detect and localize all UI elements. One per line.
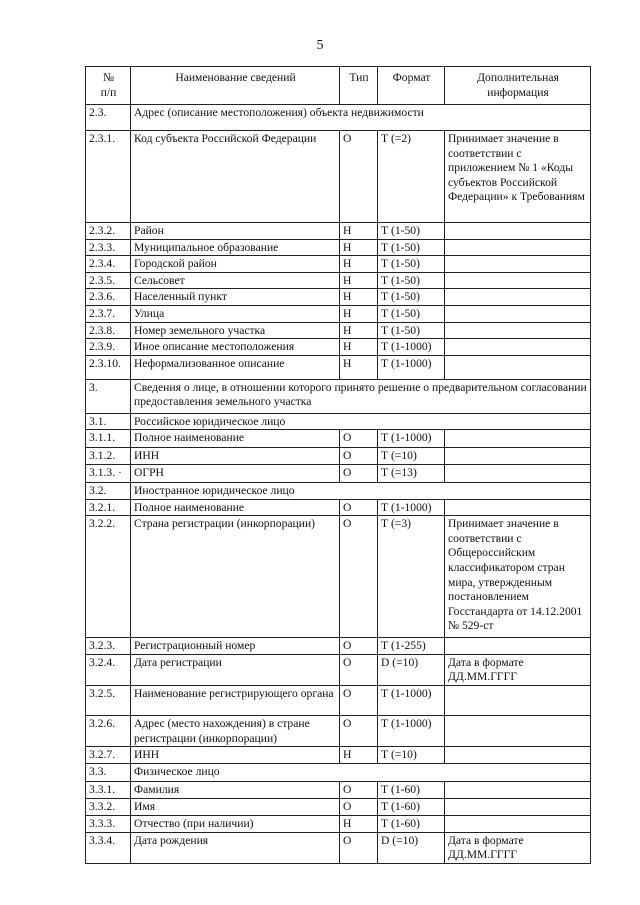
section-row [86,105,591,131]
field-type: Н [340,289,378,306]
field-info [445,305,591,322]
row-number: 3.2.5. [86,685,131,715]
row-number: 3.3.1. [86,781,131,798]
field-format: Т (1-50) [378,239,445,256]
table-row [86,272,591,289]
section-title: Адрес (описание местоположения) объекта недвижимости [131,105,591,131]
table-row [86,499,591,516]
field-type: О [340,715,378,746]
row-number: 2.3.1. [86,131,131,223]
field-name: Отчество (при наличии) [131,815,340,832]
section-row [86,379,591,413]
field-type: Н [340,747,378,764]
field-info [445,715,591,746]
table-row [86,464,591,482]
header-type: Тип [340,67,378,105]
field-info: Дата в формате ДД.ММ.ГГГГ [445,654,591,685]
field-type: Н [340,305,378,322]
field-type: О [340,131,378,223]
field-name: Городской район [131,256,340,273]
table-row [86,131,591,223]
field-info [445,638,591,655]
field-info [445,272,591,289]
field-format: Т (1-50) [378,223,445,240]
field-name: Дата рождения [131,832,340,863]
table-row [86,747,591,764]
field-type: О [340,464,378,482]
field-name: ИНН [131,747,340,764]
table-row [86,798,591,815]
row-number: 2.3.2. [86,223,131,240]
table-header-row [86,67,591,105]
field-format: Т (1-1000) [378,499,445,516]
field-info [445,815,591,832]
field-type: Н [340,355,378,379]
field-format: Т (1-50) [378,272,445,289]
row-number: 3.2.6. [86,715,131,746]
row-number: 3.1.2. [86,448,131,465]
field-format: Т (1-50) [378,289,445,306]
field-info [445,464,591,482]
field-format: D (=10) [378,832,445,863]
field-format: Т (1-50) [378,256,445,273]
table-row [86,654,591,685]
field-type: О [340,654,378,685]
row-number: 3.2.7. [86,747,131,764]
field-type: Н [340,339,378,356]
field-format: Т (1-60) [378,815,445,832]
row-number: 2.3.3. [86,239,131,256]
header-number: № п/п [86,67,131,105]
table-row [86,355,591,379]
field-name: Номер земельного участка [131,322,340,339]
field-type: Н [340,322,378,339]
page-number: 5 [316,38,324,53]
row-number: 3.3.4. [86,832,131,863]
field-info [445,430,591,448]
field-info [445,223,591,240]
section-title: Сведения о лице, в отношении которого принято решение о предварительном согласовании предоставления земельного участка [131,379,591,413]
field-type: О [340,781,378,798]
field-info [445,781,591,798]
field-type: Н [340,256,378,273]
table-row [86,322,591,339]
field-type: О [340,638,378,655]
field-name: ОГРН [131,464,340,482]
field-type: Н [340,223,378,240]
row-number: 3.1.1. [86,430,131,448]
table-row [86,223,591,240]
header-name: Наименование сведений [131,67,340,105]
row-number: 3. [86,379,131,413]
field-info [445,239,591,256]
row-number: 3.1. [86,413,131,430]
field-info [445,747,591,764]
table-row [86,256,591,273]
row-number: 3.2. [86,482,131,499]
field-type: О [340,448,378,465]
table-row [86,715,591,746]
table-row [86,685,591,715]
table-body [86,105,591,864]
table-row [86,239,591,256]
table-row [86,430,591,448]
field-name: Код субъекта Российской Федерации [131,131,340,223]
row-number: 2.3.9. [86,339,131,356]
row-number: 2.3.10. [86,355,131,379]
field-format: Т (1-1000) [378,430,445,448]
table-row [86,516,591,638]
field-name: Наименование регистрирующего органа [131,685,340,715]
field-name: Фамилия [131,781,340,798]
field-format: Т (=3) [378,516,445,638]
row-number: 3.2.4. [86,654,131,685]
field-type: Н [340,815,378,832]
field-info [445,499,591,516]
field-format: Т (=10) [378,747,445,764]
section-row [86,482,591,499]
field-name: Иное описание местоположения [131,339,340,356]
field-format: Т (1-60) [378,798,445,815]
header-info: Дополнительная информация [445,67,591,105]
row-number: 3.2.3. [86,638,131,655]
row-number: 3.3.3. [86,815,131,832]
table-row [86,339,591,356]
field-format: Т (1-50) [378,322,445,339]
field-name: Страна регистрации (инкорпорации) [131,516,340,638]
field-name: Сельсовет [131,272,340,289]
row-number: 2.3.4. [86,256,131,273]
field-info [445,448,591,465]
field-type: О [340,832,378,863]
table-row [86,305,591,322]
field-format: Т (=10) [378,448,445,465]
field-name: Улица [131,305,340,322]
field-info: Принимает значение в соответствии с Общероссийским классификатором стран мира, утвержденным постановлением Госстандарта от 14.12.2001 № 529-ст [445,516,591,638]
row-number: 2.3.5. [86,272,131,289]
field-name: Полное наименование [131,499,340,516]
section-row [86,763,591,781]
row-number: 3.2.1. [86,499,131,516]
field-type: О [340,499,378,516]
requirements-table [85,66,591,864]
table-row [86,815,591,832]
row-number: 3.3. [86,763,131,781]
field-info [445,685,591,715]
header-format: Формат [378,67,445,105]
field-format: Т (=13) [378,464,445,482]
field-type: О [340,516,378,638]
field-name: Адрес (место нахождения) в стране регистрации (инкорпорации) [131,715,340,746]
field-format: Т (1-1000) [378,715,445,746]
field-type: Н [340,239,378,256]
field-info [445,798,591,815]
field-format: D (=10) [378,654,445,685]
row-number: 2.3.8. [86,322,131,339]
field-info: Принимает значение в соответствии с приложением № 1 «Коды субъектов Российской Федерации» к Требованиям [445,131,591,223]
field-format: Т (1-60) [378,781,445,798]
field-name: ИНН [131,448,340,465]
field-name: Муниципальное образование [131,239,340,256]
row-number: 2.3. [86,105,131,131]
row-number: 2.3.6. [86,289,131,306]
table-row [86,289,591,306]
field-format: Т (1-1000) [378,355,445,379]
section-title: Российское юридическое лицо [131,413,591,430]
field-name: Имя [131,798,340,815]
field-name: Полное наименование [131,430,340,448]
field-info: Дата в формате ДД.ММ.ГГГГ [445,832,591,863]
table-row [86,638,591,655]
field-info [445,339,591,356]
field-format: Т (1-255) [378,638,445,655]
field-name: Неформализованное описание [131,355,340,379]
field-info [445,322,591,339]
section-title: Иностранное юридическое лицо [131,482,591,499]
field-type: О [340,685,378,715]
section-title: Физическое лицо [131,763,591,781]
field-format: Т (1-50) [378,305,445,322]
row-number: 3.1.3. · [86,464,131,482]
row-number: 3.2.2. [86,516,131,638]
table-row [86,781,591,798]
field-info [445,355,591,379]
field-name: Район [131,223,340,240]
field-info [445,289,591,306]
field-type: О [340,798,378,815]
field-format: Т (1-1000) [378,685,445,715]
field-type: Н [340,272,378,289]
table-row [86,448,591,465]
field-name: Дата регистрации [131,654,340,685]
row-number: 3.3.2. [86,798,131,815]
row-number: 2.3.7. [86,305,131,322]
section-row [86,413,591,430]
field-type: О [340,430,378,448]
field-format: Т (=2) [378,131,445,223]
table-row [86,832,591,863]
field-format: Т (1-1000) [378,339,445,356]
field-name: Регистрационный номер [131,638,340,655]
field-info [445,256,591,273]
field-name: Населенный пункт [131,289,340,306]
